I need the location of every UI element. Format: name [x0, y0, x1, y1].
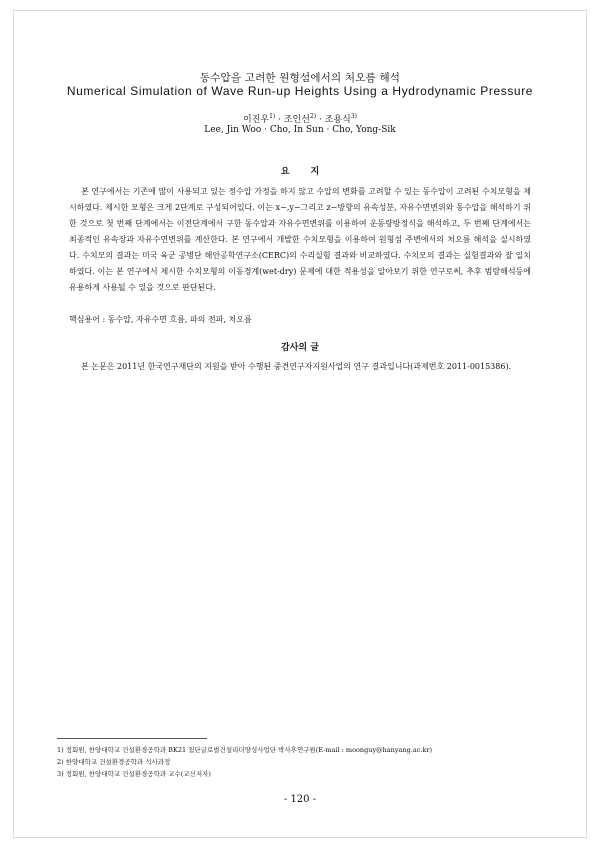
author-name: 조용식 — [324, 115, 351, 125]
author-separator: · — [316, 115, 325, 125]
acknowledgement-paragraph: 본 논문은 2011년 한국연구재단의 지원을 받아 수행된 중견연구자지원사업의 연구 결과입니다(과제번호 2011-0015386). — [81, 362, 512, 371]
author-footnote-mark: 2) — [309, 113, 317, 120]
footnotes — [57, 744, 537, 780]
acknowledgement-heading: 감사의 글 — [281, 343, 319, 353]
korean-title: 동수압을 고려한 원형섬에서의 처오름 해석 — [199, 72, 401, 84]
footnote-divider — [57, 738, 207, 739]
page-number: - 120 - — [283, 794, 317, 805]
author-name: 이진우 — [243, 115, 270, 125]
author-footnote-mark: 3) — [350, 113, 357, 120]
footnote: 2) 한양대학교 건설환경공학과 석사과정 — [57, 758, 171, 766]
footnote: 1) 정회원, 한양대학교 건설환경공학과 BK21 첨단글로벌건설리더양성사업단 박사후연구원(E-mail : moonguy@hanyang.ac.kr) — [57, 746, 432, 754]
korean-authors — [0, 112, 600, 125]
keywords-line: 핵심용어 : 동수압, 자유수면 흐름, 파의 전파, 처오름 — [69, 315, 252, 324]
abstract-paragraph: 본 연구에서는 기존에 많이 사용되고 있는 정수압 가정을 하지 않고 수압의 변화를 고려할 수 있는 동수압이 고려된 수치모형을 제시하였다. 제시한 모형은 크게 2단계로 구성되어있다. 이는 x−,y−그리고 z−방향의 유속성분, 자유수면변위와 동수압을 해석하기 위한 것으로 첫 번째 단계에서는 이전단계에서 구한 동수압과 자유수면변위를 이용하여 운동량방정식을 해석하고, 두 번째 단계에서는 최종적인 유속장과 자유수면변위를 계산한다. 본 연구에서 개발한 수치모형을 이용하여 원형섬 주변에서의 처오름 해석을 실시하였다. 수치모의 결과는 미국 육군 공병단 해안공학연구소(CERC)의 수리실험 결과와 비교하였다. 수치모의 결과는 실험결과와 잘 일치하였다. 이는 본 연구에서 제시한 수치모형의 이동경계(wet-dry) 문제에 대한 적용성을 알아보기 위한 연구로써, 추후 범람해석등에 유용하게 사용될 수 있을 것으로 판단된다. — [69, 187, 531, 292]
author-footnote-mark: 1) — [269, 113, 276, 120]
abstract-heading: 요 지 — [280, 167, 320, 177]
english-title: Numerical Simulation of Wave Run-up Heights Using a Hydrodynamic Pressure — [66, 84, 534, 98]
author-separator: · — [275, 115, 284, 125]
english-authors: Lee, Jin Woo · Cho, In Sun · Cho, Yong-Sik — [204, 125, 396, 135]
footnote: 3) 정회원, 한양대학교 건설환경공학과 교수(교신저자) — [57, 770, 211, 778]
author-name: 조인선 — [283, 115, 310, 125]
